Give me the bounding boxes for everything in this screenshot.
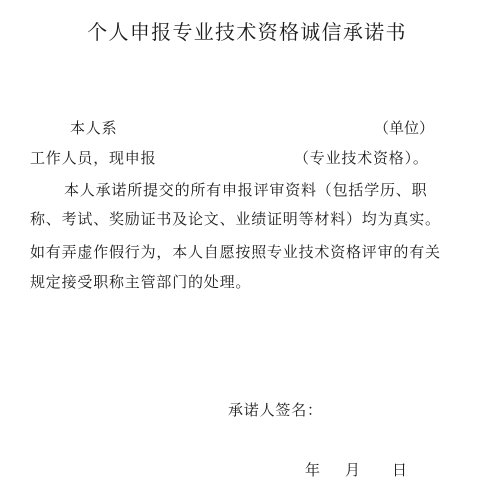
qualification-label: （专业技术资格）。 [294, 149, 429, 167]
affiliation-prefix: 本人系 [70, 119, 118, 137]
unit-label: （单位） [374, 119, 435, 137]
date-day-label: 日 [392, 461, 408, 479]
pledge-line: 称、考试、奖励证书及论文、业绩证明等材料）均为真实。 [30, 210, 441, 228]
pledge-line: 如有弄虚作假行为，本人自愿按照专业技术资格评审的有关 [30, 243, 441, 261]
pledge-line: 规定接受职称主管部门的处理。 [30, 273, 252, 291]
date-year-label: 年 [305, 461, 321, 479]
pledge-line: 本人承诺所提交的所有申报评审资料（包括学历、职 [64, 181, 428, 199]
date-month-label: 月 [345, 461, 361, 479]
signature-label: 承诺人签名： [228, 401, 323, 419]
document-title: 个人申报专业技术资格诚信承诺书 [87, 20, 407, 44]
application-prefix: 工作人员，现申报 [30, 149, 157, 167]
